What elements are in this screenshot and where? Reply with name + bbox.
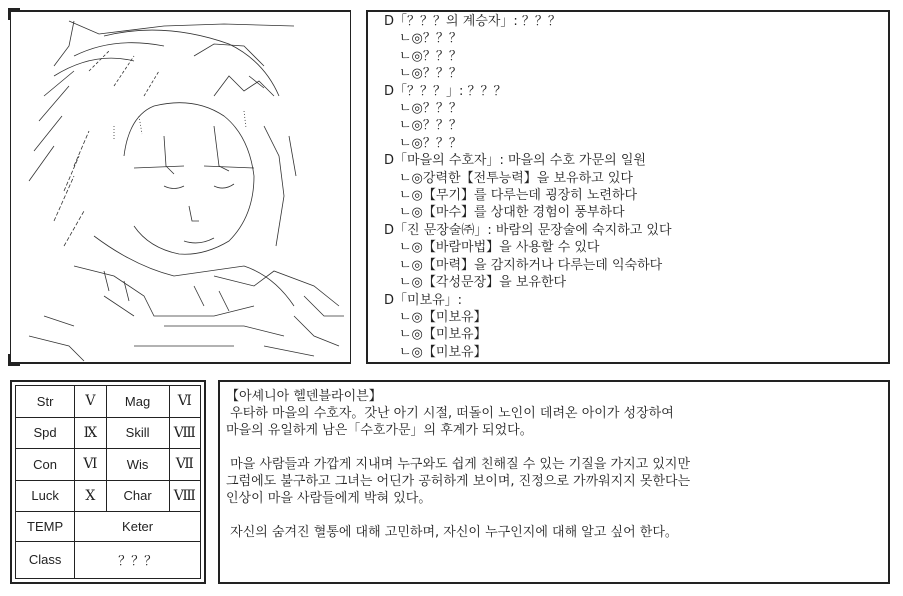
trait-item: ㄴ◎【미보유】: [399, 344, 487, 360]
trait-item: ㄴ◎？？？: [399, 118, 462, 134]
stats-panel: [10, 380, 206, 584]
panel-border-left: [366, 10, 368, 364]
stat-label-char: Char: [106, 480, 169, 512]
bio-paragraph: 자신의 숨겨진 혈통에 대해 고민하며, 자신이 누구인지에 대해 알고 싶어 한다。: [226, 525, 678, 540]
trait-item: ㄴ◎？？？: [399, 66, 462, 82]
stats-row: [16, 386, 201, 418]
trait-item: ㄴ◎【마력】을 감지하거나 다루는데 익숙하다: [399, 257, 663, 273]
trait-item: ㄴ◎？？？: [399, 101, 462, 117]
panel-border-right: [350, 10, 351, 364]
trait-item: ㄴ◎【각성문장】을 보유한다: [399, 275, 567, 291]
stat-value-wis: Ⅶ: [169, 449, 200, 481]
trait-heading: D「？？？」: ？？？: [384, 83, 507, 99]
ascii-art-panel: [10, 10, 351, 364]
stat-value-str: Ⅴ: [75, 386, 106, 418]
stat-value-char: Ⅷ: [169, 480, 200, 512]
stat-value-mag: Ⅵ: [169, 386, 200, 418]
trait-heading: D「？？？의 계승자」: ？？？: [384, 14, 561, 29]
biography-text: [226, 388, 690, 541]
corner-top-left: [8, 8, 20, 20]
stats-row: [16, 541, 201, 578]
stats-row: [16, 480, 201, 512]
stat-value-luck: Ⅹ: [75, 480, 106, 512]
panel-border-bottom: [10, 582, 206, 584]
trait-list: [384, 13, 672, 361]
panel-border-left: [10, 380, 12, 584]
panel-border-top: [10, 380, 206, 382]
stat-label-luck: Luck: [16, 480, 75, 512]
corner-bottom-left: [8, 354, 20, 366]
bio-paragraph: 마을 사람들과 가깝게 지내며 누구와도 쉽게 친해질 수 있는 기질을 가지고 있지만 그럼에도 불구하고 그녀는 어딘가 공허하게 보이며, 진정으로 가까워지지 못한다는 인상이 마을 사람들에게 박혀 있다。: [226, 457, 691, 506]
biography-panel: [218, 380, 890, 584]
stat-value-spd: Ⅸ: [75, 417, 106, 449]
panel-border-top: [218, 380, 890, 382]
stat-label-mag: Mag: [106, 386, 169, 418]
trait-item: ㄴ◎강력한【전투능력】을 보유하고 있다: [399, 170, 633, 186]
panel-border-top: [366, 10, 890, 12]
stat-label-spd: Spd: [16, 417, 75, 449]
panel-border-bottom: [218, 582, 890, 584]
stat-label-con: Con: [16, 449, 75, 481]
bio-paragraph: 우타하 마을의 수호자。갓난 아기 시절, 떠돌이 노인이 데려온 아이가 성장하여 마을의 유일하게 남은「수호가문」의 후계가 되었다。: [226, 406, 674, 438]
stat-value-skill: Ⅷ: [169, 417, 200, 449]
trait-item: ㄴ◎？？？: [399, 31, 462, 47]
ascii-art-portrait: [14, 16, 347, 362]
stat-value-con: Ⅵ: [75, 449, 106, 481]
stat-label-class: Class: [16, 541, 75, 578]
stat-label-skill: Skill: [106, 417, 169, 449]
trait-heading: D「미보유」:: [384, 292, 463, 308]
stat-label-temp: TEMP: [16, 512, 75, 542]
traits-panel: [366, 10, 890, 364]
character-name: 【아셰니아 헬덴블라이븐】: [226, 389, 382, 404]
stats-row: [16, 512, 201, 542]
stats-row: [16, 449, 201, 481]
trait-item: ㄴ◎？？？: [399, 135, 462, 151]
trait-item: ㄴ◎？？？: [399, 48, 462, 64]
trait-item: ㄴ◎【마수】를 상대한 경험이 풍부하다: [399, 205, 625, 221]
panel-border-left: [218, 380, 220, 584]
stat-label-wis: Wis: [106, 449, 169, 481]
paragraph-spacer: [226, 507, 690, 524]
trait-item: ㄴ◎【미보유】: [399, 309, 487, 325]
panel-border-right: [888, 380, 890, 584]
trait-heading: D「진 문장술㈜」: 바람의 문장술에 숙지하고 있다: [384, 222, 672, 238]
panel-border-left: [10, 10, 11, 364]
trait-heading: D「마을의 수호자」: 마을의 수호 가문의 일원: [384, 153, 646, 169]
stat-label-str: Str: [16, 386, 75, 418]
panel-border-bottom: [366, 362, 890, 364]
stat-value-temp: Keter: [75, 512, 201, 542]
stats-table: [15, 385, 201, 579]
paragraph-spacer: [226, 439, 690, 456]
trait-item: ㄴ◎【무기】를 다루는데 굉장히 노련하다: [399, 188, 638, 204]
panel-border-right: [204, 380, 206, 584]
trait-item: ㄴ◎【미보유】: [399, 327, 487, 343]
stat-value-class: ？？？: [75, 541, 201, 578]
stats-row: [16, 417, 201, 449]
panel-border-right: [888, 10, 890, 364]
trait-item: ㄴ◎【바람마법】을 사용할 수 있다: [399, 240, 600, 256]
